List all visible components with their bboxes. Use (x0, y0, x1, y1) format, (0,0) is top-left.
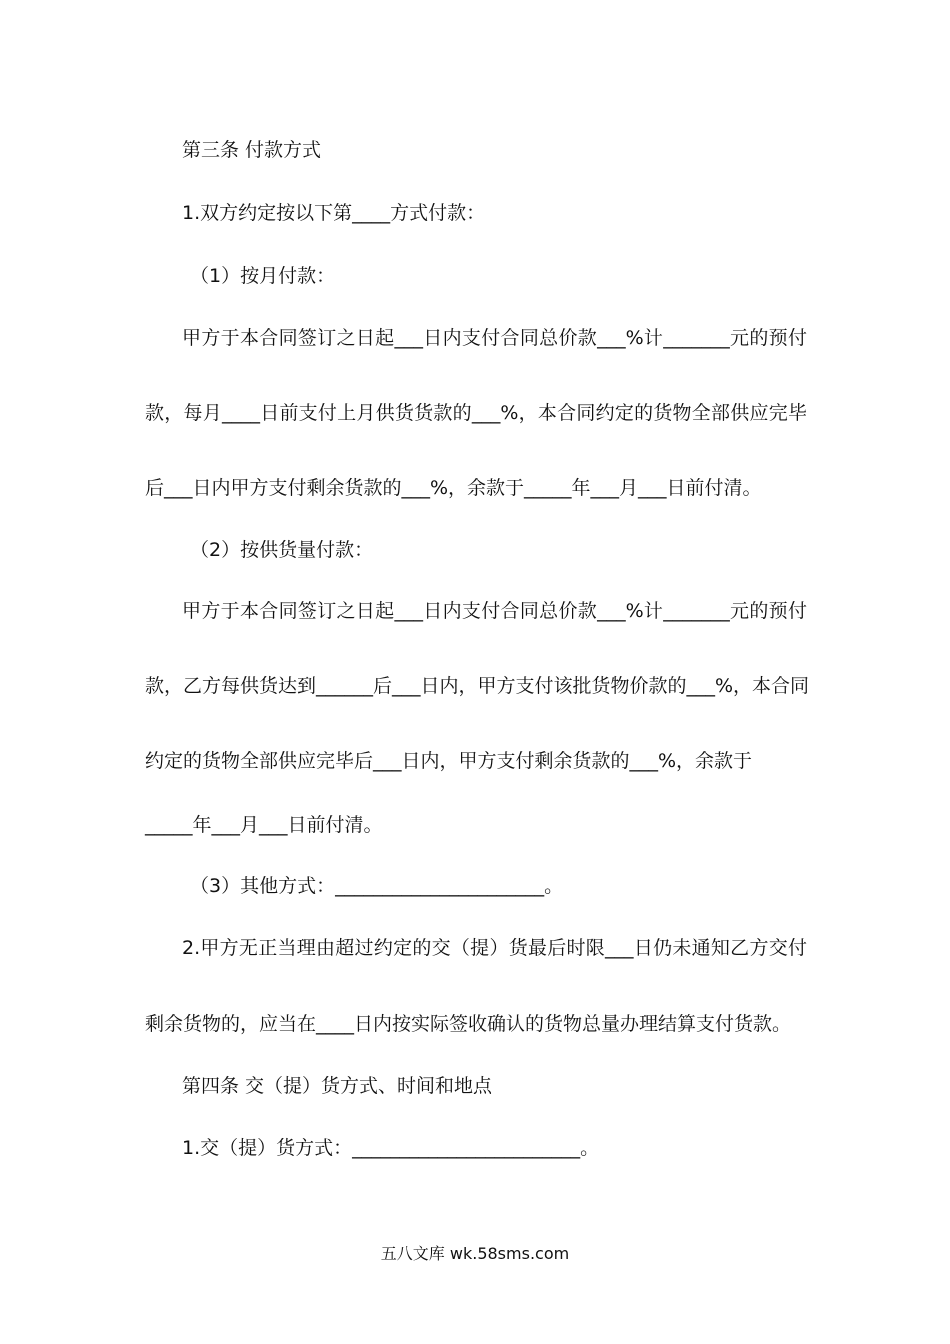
paragraph-line: 后___日内甲方支付剩余货款的___%，余款于_____年___月___日前付清。 (145, 477, 762, 499)
paragraph-line: 款，每月____日前支付上月供货货款的___%，本合同约定的货物全部供应完毕 (145, 402, 807, 424)
paragraph-line: 甲方于本合同签订之日起___日内支付合同总价款___%计_______元的预付 (182, 327, 807, 349)
delivery-method-line: 1.交（提）货方式：________________________。 (182, 1137, 600, 1159)
option-2-heading: （2）按供货量付款： (190, 539, 374, 561)
clause-2-line: 剩余货物的，应当在____日内按实际签收确认的货物总量办理结算支付货款。 (145, 1013, 792, 1035)
paragraph-line: _____年___月___日前付清。 (145, 814, 383, 836)
footer-watermark: 五八文库 wk.58sms.com (380, 1244, 570, 1263)
paragraph-line: 约定的货物全部供应完毕后___日内，甲方支付剩余货款的___%，余款于 (145, 750, 753, 772)
clause-1-intro: 1.双方约定按以下第____方式付款： (182, 202, 486, 224)
option-3-line: （3）其他方式：______________________。 (190, 875, 564, 897)
article-4-heading: 第四条 交（提）货方式、时间和地点 (182, 1075, 493, 1097)
paragraph-line: 款，乙方每供货达到______后___日内，甲方支付该批货物价款的___%，本合同 (145, 675, 810, 697)
option-1-heading: （1）按月付款： (190, 265, 336, 287)
clause-2-line: 2.甲方无正当理由超过约定的交（提）货最后时限___日仍未通知乙方交付 (182, 937, 807, 959)
paragraph-line: 甲方于本合同签订之日起___日内支付合同总价款___%计_______元的预付 (182, 600, 807, 622)
article-3-heading: 第三条 付款方式 (182, 139, 322, 161)
